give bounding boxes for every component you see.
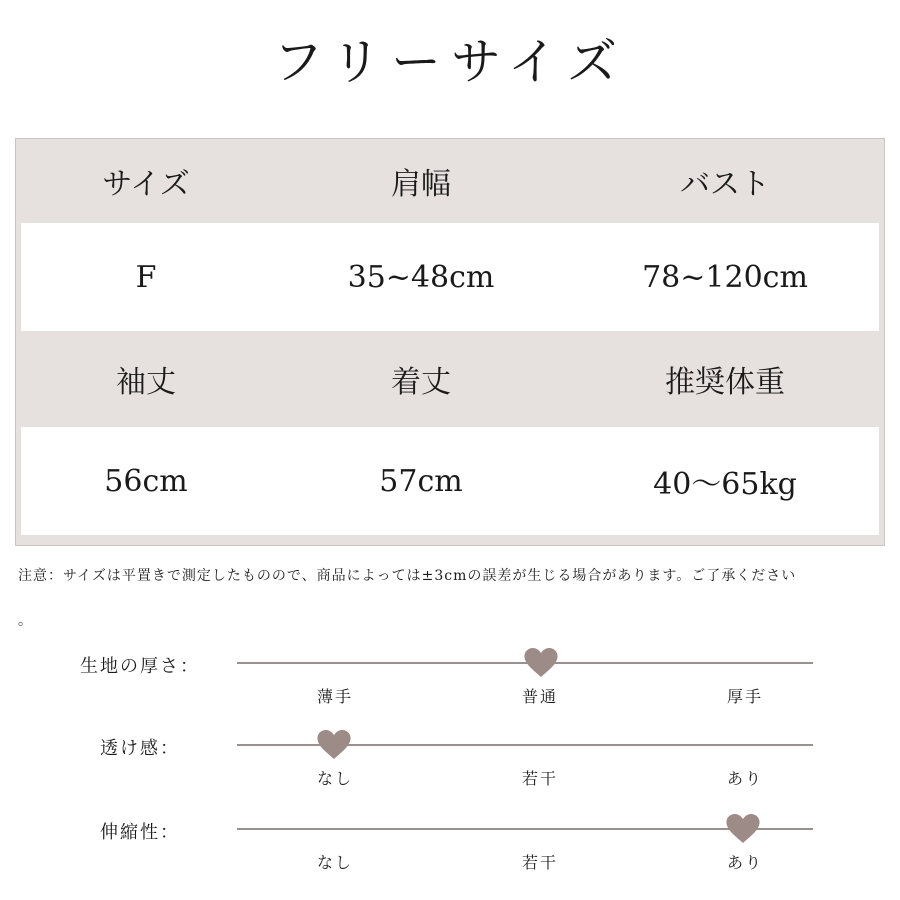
header-shoulder: 肩幅: [391, 167, 451, 202]
header-bust: バスト: [680, 167, 770, 202]
value-sleeve: 56cm: [104, 463, 188, 499]
value-shoulder: 35~48cm: [347, 259, 495, 295]
header-length: 着丈: [391, 365, 451, 400]
value-length: 57cm: [379, 463, 463, 499]
page-title: フリーサイズ: [273, 33, 627, 91]
value-size: F: [135, 259, 157, 295]
table-value-row: [21, 223, 879, 331]
table-header-row: [21, 139, 879, 223]
header-weight: 推奨体重: [665, 365, 785, 400]
table-header-row: [21, 331, 879, 427]
size-note-end: 。: [18, 613, 32, 629]
scale-label-thickness: 生地の厚さ：: [80, 656, 200, 677]
heart-icon: [524, 648, 558, 678]
scale-tick: 若干: [521, 769, 558, 788]
value-bust: 78~120cm: [642, 259, 808, 295]
scale-tick: 厚手: [726, 687, 763, 706]
heart-icon: [317, 730, 351, 760]
scale-label-transparency: 透け感：: [100, 738, 180, 759]
table-value-row: [21, 427, 879, 535]
heart-icon: [726, 814, 760, 844]
header-sleeve: 袖丈: [116, 365, 176, 400]
scale-tick: あり: [726, 769, 763, 788]
scale-tick: 普通: [521, 687, 558, 706]
scale-tick: 若干: [521, 853, 558, 872]
scale-tick: あり: [726, 853, 763, 872]
size-note: 注意：サイズは平置きで測定したものので、商品によっては±3cmの誤差が生じる場合があります。ご了承ください: [18, 568, 797, 584]
value-weight: 40～65kg: [653, 467, 797, 502]
size-table: [15, 138, 885, 546]
scale-tick: なし: [316, 853, 353, 872]
scale-tick: なし: [316, 769, 353, 788]
header-size: サイズ: [102, 167, 190, 202]
scale-label-stretch: 伸縮性：: [100, 822, 180, 843]
scale-tick: 薄手: [316, 687, 353, 706]
